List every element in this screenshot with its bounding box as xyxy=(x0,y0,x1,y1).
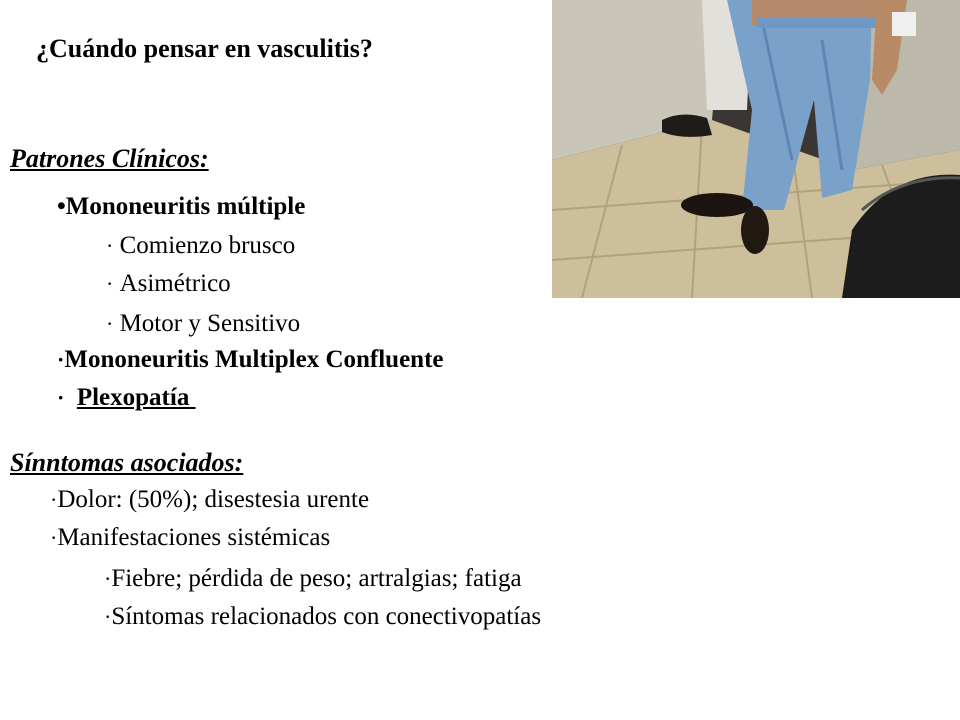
sub-item-motor-sensitivo xyxy=(106,310,300,338)
sub-item-label: Síntomas relacionados con conectivopatías xyxy=(111,603,542,630)
pattern-label: Mononeuritis múltiple xyxy=(65,193,306,220)
pattern-item-plexopatia xyxy=(57,384,196,412)
sub-item-label: Fiebre; pérdida de peso; artralgias; fatiga xyxy=(111,565,522,592)
patient-photo-drawing xyxy=(552,0,960,298)
sub-item-conectivopatias xyxy=(104,603,541,631)
sub-item-fiebre xyxy=(104,565,522,593)
sub-item-label: Asimétrico xyxy=(119,270,231,297)
symbol-bullet: · xyxy=(57,347,65,372)
pattern-item-confluente xyxy=(57,346,444,374)
symptom-item-sistemicas xyxy=(50,524,330,552)
sub-item-label: Motor y Sensitivo xyxy=(119,310,301,337)
symptom-label: Manifestaciones sistémicas xyxy=(57,524,331,551)
symbol-bullet: · xyxy=(104,566,112,591)
round-bullet: • xyxy=(57,193,66,220)
symbol-bullet: · xyxy=(57,385,65,410)
symbol-bullet: · xyxy=(106,271,114,296)
symbol-bullet: · xyxy=(106,233,114,258)
pattern-item-mononeuritis-multiple xyxy=(57,193,305,221)
symptom-label: Dolor: (50%); disestesia urente xyxy=(57,486,370,513)
symbol-bullet: · xyxy=(50,525,58,550)
symbol-bullet: · xyxy=(106,311,114,336)
symptoms-heading: Sínntomas asociados: xyxy=(10,448,244,477)
symptom-item-dolor xyxy=(50,486,369,514)
pattern-label: Mononeuritis Multiplex Confluente xyxy=(64,346,444,373)
pattern-label: Plexopatía xyxy=(76,384,190,411)
slide-title: ¿Cuándo pensar en vasculitis? xyxy=(36,34,373,63)
patterns-heading: Patrones Clínicos: xyxy=(10,144,209,173)
sub-item-label: Comienzo brusco xyxy=(119,232,296,259)
symbol-bullet: · xyxy=(104,604,112,629)
sub-item-asimetrico xyxy=(106,270,231,298)
symbol-bullet: · xyxy=(50,487,58,512)
patient-photo xyxy=(552,0,960,298)
sub-item-comienzo-brusco xyxy=(106,232,295,260)
